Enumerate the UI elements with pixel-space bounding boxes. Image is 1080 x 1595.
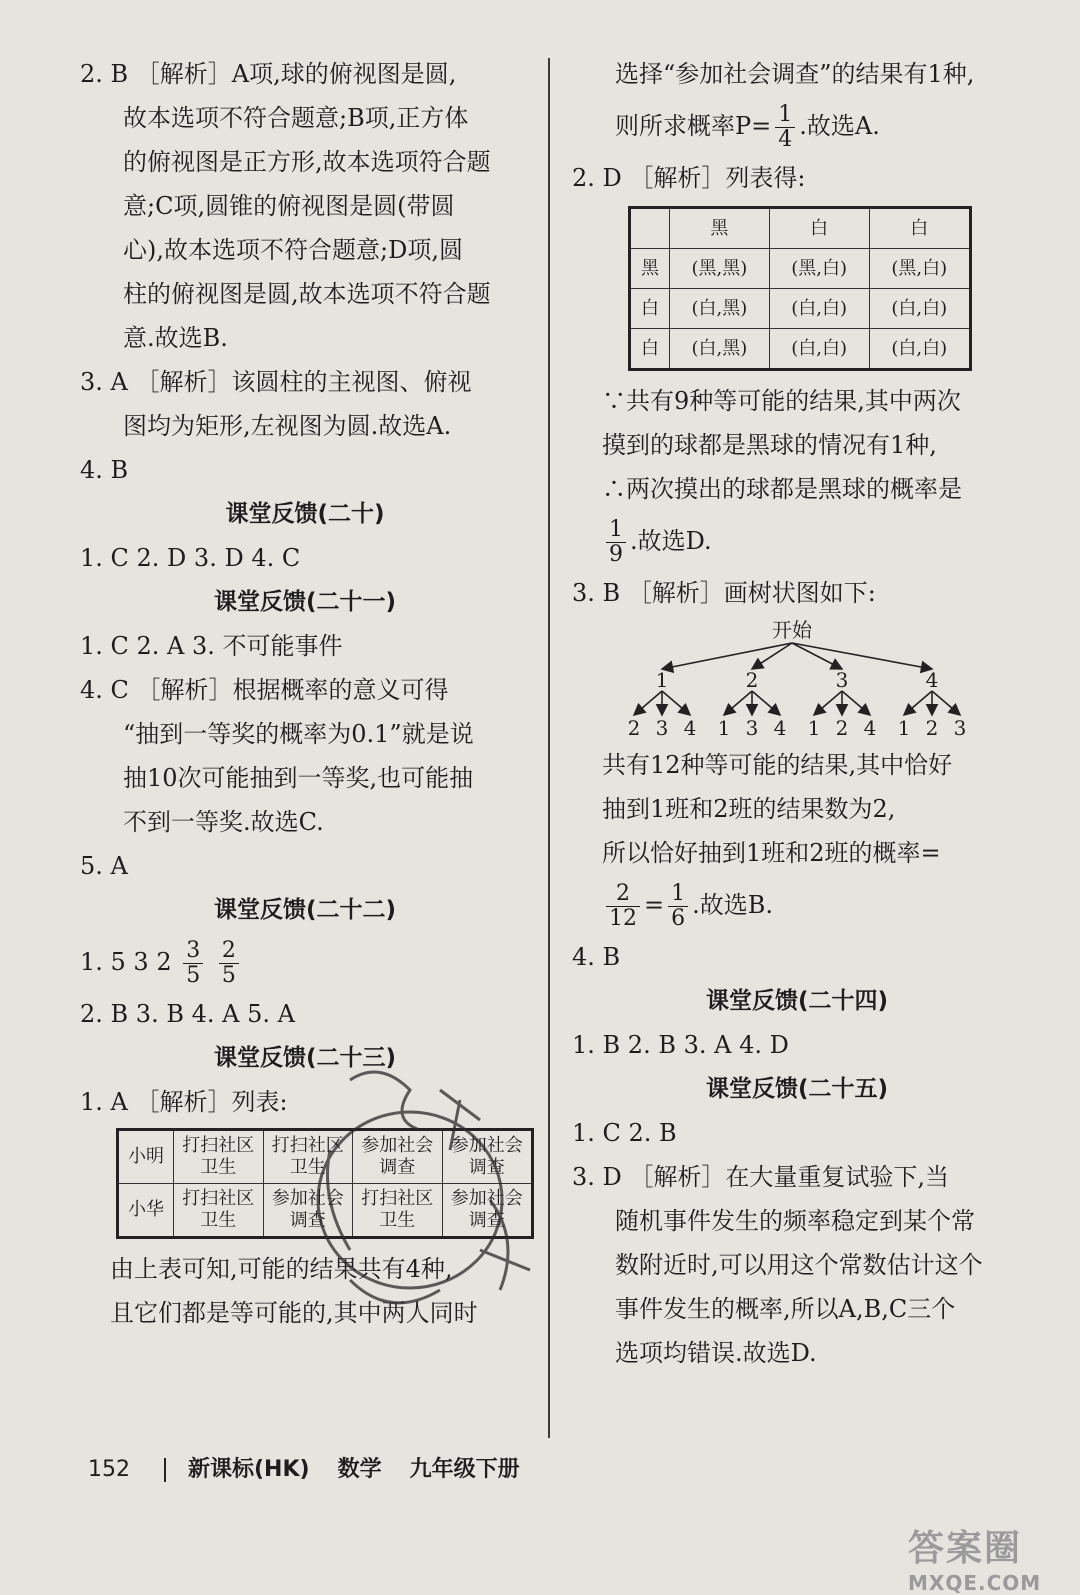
fraction-numerator: 2 (606, 882, 640, 907)
answer-25-q3-block (572, 1155, 1022, 1375)
right-column (572, 52, 1022, 1375)
section-heading-24: 课堂反馈(二十四) (705, 988, 889, 1014)
left-column (80, 52, 530, 1335)
tree-leaf-label: 2 (835, 716, 849, 740)
probability-line (572, 96, 1022, 156)
answers-22-q1 (80, 932, 530, 992)
fraction-denominator: 5 (221, 963, 236, 988)
text-line: 选项均错误.故选D. (615, 1339, 817, 1367)
outcome-table-activities (116, 1128, 534, 1239)
outcome-table-balls (628, 206, 972, 371)
fraction-numerator: 2 (219, 939, 239, 964)
fraction-denominator: 9 (609, 542, 623, 567)
text-line: 所以恰好抽到1班和2班的概率= (602, 839, 941, 867)
text-line: 且它们都是等可能的,其中两人同时 (110, 1299, 478, 1327)
tree-branch (842, 691, 870, 715)
text-line: 3. D ［解析］在大量重复试验下,当 (572, 1163, 950, 1191)
text-line: 抽10次可能抽到一等奖,也可能抽 (123, 764, 474, 792)
text-line: ∵共有9种等可能的结果,其中两次 (602, 387, 961, 415)
fraction (775, 103, 795, 152)
table-cell: 打扫社区卫生 (353, 1184, 443, 1238)
table-cell: (黑,白) (769, 249, 869, 289)
fraction (183, 939, 203, 988)
fraction (668, 882, 688, 931)
tree-leaf-label: 1 (717, 716, 731, 740)
answer-q3-block (80, 360, 530, 448)
answer-q2: 2. D ［解析］列表得: (572, 164, 806, 192)
tree-root-label: 开始 (772, 619, 812, 642)
fraction-denominator: 4 (778, 127, 793, 152)
table-cell: 参加社会调查 (442, 1130, 533, 1184)
probability-line (572, 511, 1022, 571)
section-heading-22: 课堂反馈(二十二) (213, 897, 397, 923)
tree-diagram (602, 619, 982, 743)
table-cell: (白,白) (869, 329, 970, 370)
row-header: 白 (630, 329, 670, 370)
text-line: 心),故本选项不符合题意;D项,圆 (123, 236, 463, 264)
answer-23-q1: 1. A ［解析］列表: (80, 1088, 288, 1116)
tree-leaf-label: 2 (925, 716, 939, 740)
section-heading-21: 课堂反馈(二十一) (213, 589, 397, 615)
table-cell: (黑,黑) (670, 249, 770, 289)
tree-branch (932, 691, 960, 715)
footer-grade: 九年级下册 (409, 1457, 520, 1482)
answer-q4: 4. B (80, 456, 129, 484)
tree-leaf-label: 4 (863, 716, 877, 740)
answer-values: 1. 5 3 2 (80, 948, 172, 976)
text-line: ∴两次摸出的球都是黑球的概率是 (602, 475, 962, 503)
table-cell: (白,白) (769, 329, 869, 370)
tree-node-label: 3 (835, 668, 849, 692)
text-line: 随机事件发生的频率稳定到某个常 (615, 1207, 975, 1235)
text-segment: .故选B. (692, 891, 774, 919)
footer-subject: 数学 (337, 1457, 382, 1482)
tree-branch (752, 691, 780, 715)
tree-leaf-label: 3 (655, 716, 669, 740)
tree-leaf-label: 3 (745, 716, 759, 740)
table-cell: (白,黑) (670, 329, 770, 370)
column-header: 白 (869, 208, 970, 249)
answer-q3: 3. B ［解析］画树状图如下: (572, 579, 876, 607)
row-header: 小华 (118, 1184, 174, 1238)
text-line: 的俯视图是正方形,故本选项符合题 (123, 148, 491, 176)
answers-22-q2: 2. B 3. B 4. A 5. A (80, 1000, 295, 1028)
row-header: 白 (630, 289, 670, 329)
table-row (630, 249, 971, 289)
table-corner (630, 208, 670, 249)
text-segment: 则所求概率P= (615, 112, 772, 140)
text-line: 故本选项不符合题意;B项,正方体 (123, 104, 469, 132)
tree-node-label: 4 (925, 668, 939, 692)
tree-branch (634, 691, 662, 715)
fraction (606, 518, 626, 567)
answers-21: 1. C 2. A 3. 不可能事件 (80, 632, 343, 660)
column-divider (548, 58, 550, 1438)
table-cell: (白,白) (769, 289, 869, 329)
text-line: 柱的俯视图是圆,故本选项不符合题 (123, 280, 491, 308)
table-cell: 参加社会调查 (353, 1130, 443, 1184)
page-number: 152 (88, 1457, 130, 1482)
row-header: 黑 (630, 249, 670, 289)
text-line: 事件发生的概率,所以A,B,C三个 (615, 1295, 956, 1323)
text-line: 图均为矩形,左视图为圆.故选A. (123, 412, 452, 440)
tree-node-label: 2 (745, 668, 759, 692)
section-heading-25: 课堂反馈(二十五) (705, 1076, 889, 1102)
text-segment: = (644, 891, 665, 919)
fraction-denominator: 5 (186, 963, 201, 988)
column-header: 黑 (670, 208, 770, 249)
table-cell: 打扫社区卫生 (174, 1184, 264, 1238)
text-line: 4. C ［解析］根据概率的意义可得 (80, 676, 449, 704)
tree-branch (662, 691, 690, 715)
text-line: 3. A ［解析］该圆柱的主视图、俯视 (80, 368, 472, 396)
table-cell: 打扫社区卫生 (263, 1130, 353, 1184)
text-segment: .故选D. (630, 527, 712, 555)
tree-leaf-label: 4 (683, 716, 697, 740)
table-cell: (黑,白) (869, 249, 970, 289)
fraction-denominator: 12 (609, 906, 637, 931)
fraction-numerator: 1 (606, 518, 626, 543)
page-footer (88, 1452, 548, 1483)
tree-branch (792, 643, 932, 669)
text-line: 意;C项,圆锥的俯视图是圆(带圆 (123, 192, 455, 220)
section-heading-20: 课堂反馈(二十) (225, 501, 385, 527)
text-line: 共有12种等可能的结果,其中恰好 (602, 751, 953, 779)
footer-separator (164, 1458, 166, 1482)
text-line: 摸到的球都是黑球的情况有1种, (602, 431, 937, 459)
fraction-numerator: 3 (183, 939, 203, 964)
table-cell: 参加社会调查 (263, 1184, 353, 1238)
table-row (118, 1130, 533, 1184)
answer-q4: 4. B (572, 943, 621, 971)
section-heading-23: 课堂反馈(二十三) (213, 1045, 397, 1071)
logo-url: MXQE.COM (908, 1571, 1042, 1595)
answer-21-q4-block (80, 668, 530, 844)
fraction-numerator: 1 (775, 103, 795, 128)
footer-series: 新课标(HK) (188, 1457, 310, 1482)
table-row (118, 1184, 533, 1238)
text-line: 数附近时,可以用这个常数估计这个 (615, 1251, 983, 1279)
table-cell: (白,黑) (670, 289, 770, 329)
answer-21-q5: 5. A (80, 852, 128, 880)
tree-branch (724, 691, 752, 715)
fraction-numerator: 1 (668, 882, 688, 907)
fraction (219, 939, 239, 988)
table-cell: 参加社会调查 (442, 1184, 533, 1238)
tree-leaf-label: 1 (807, 716, 821, 740)
answer-q2-block (80, 52, 530, 360)
tree-branch (904, 691, 932, 715)
answers-24: 1. B 2. B 3. A 4. D (572, 1031, 789, 1059)
table-header-row (630, 208, 971, 249)
tree-leaf-label: 1 (897, 716, 911, 740)
answers-20: 1. C 2. D 3. D 4. C (80, 544, 301, 572)
text-line: 抽到1班和2班的结果数为2, (602, 795, 896, 823)
fraction-denominator: 6 (671, 906, 686, 931)
tree-leaf-label: 4 (773, 716, 787, 740)
table-cell: (白,白) (869, 289, 970, 329)
probability-line (572, 875, 1022, 935)
table-row (630, 329, 971, 370)
answers-25: 1. C 2. B (572, 1119, 677, 1147)
tree-leaf-label: 3 (953, 716, 967, 740)
table-row (630, 289, 971, 329)
text-line: 由上表可知,可能的结果共有4种, (110, 1255, 453, 1283)
text-line: 不到一等奖.故选C. (123, 808, 324, 836)
row-header: 小明 (118, 1130, 174, 1184)
site-logo (908, 1520, 1041, 1595)
column-header: 白 (769, 208, 869, 249)
text-line: 2. B ［解析］A项,球的俯视图是圆, (80, 60, 457, 88)
text-segment: .故选A. (799, 112, 880, 140)
text-line: 意.故选B. (123, 324, 228, 352)
tree-leaf-label: 2 (627, 716, 641, 740)
logo-text: 答案圈 (908, 1528, 1023, 1569)
text-line: 选择“参加社会调查”的结果有1种, (615, 60, 975, 88)
fraction (606, 882, 640, 931)
tree-branch (814, 691, 842, 715)
table-cell: 打扫社区卫生 (174, 1130, 264, 1184)
text-line: “抽到一等奖的概率为0.1”就是说 (123, 720, 474, 748)
tree-node-label: 1 (655, 668, 669, 692)
